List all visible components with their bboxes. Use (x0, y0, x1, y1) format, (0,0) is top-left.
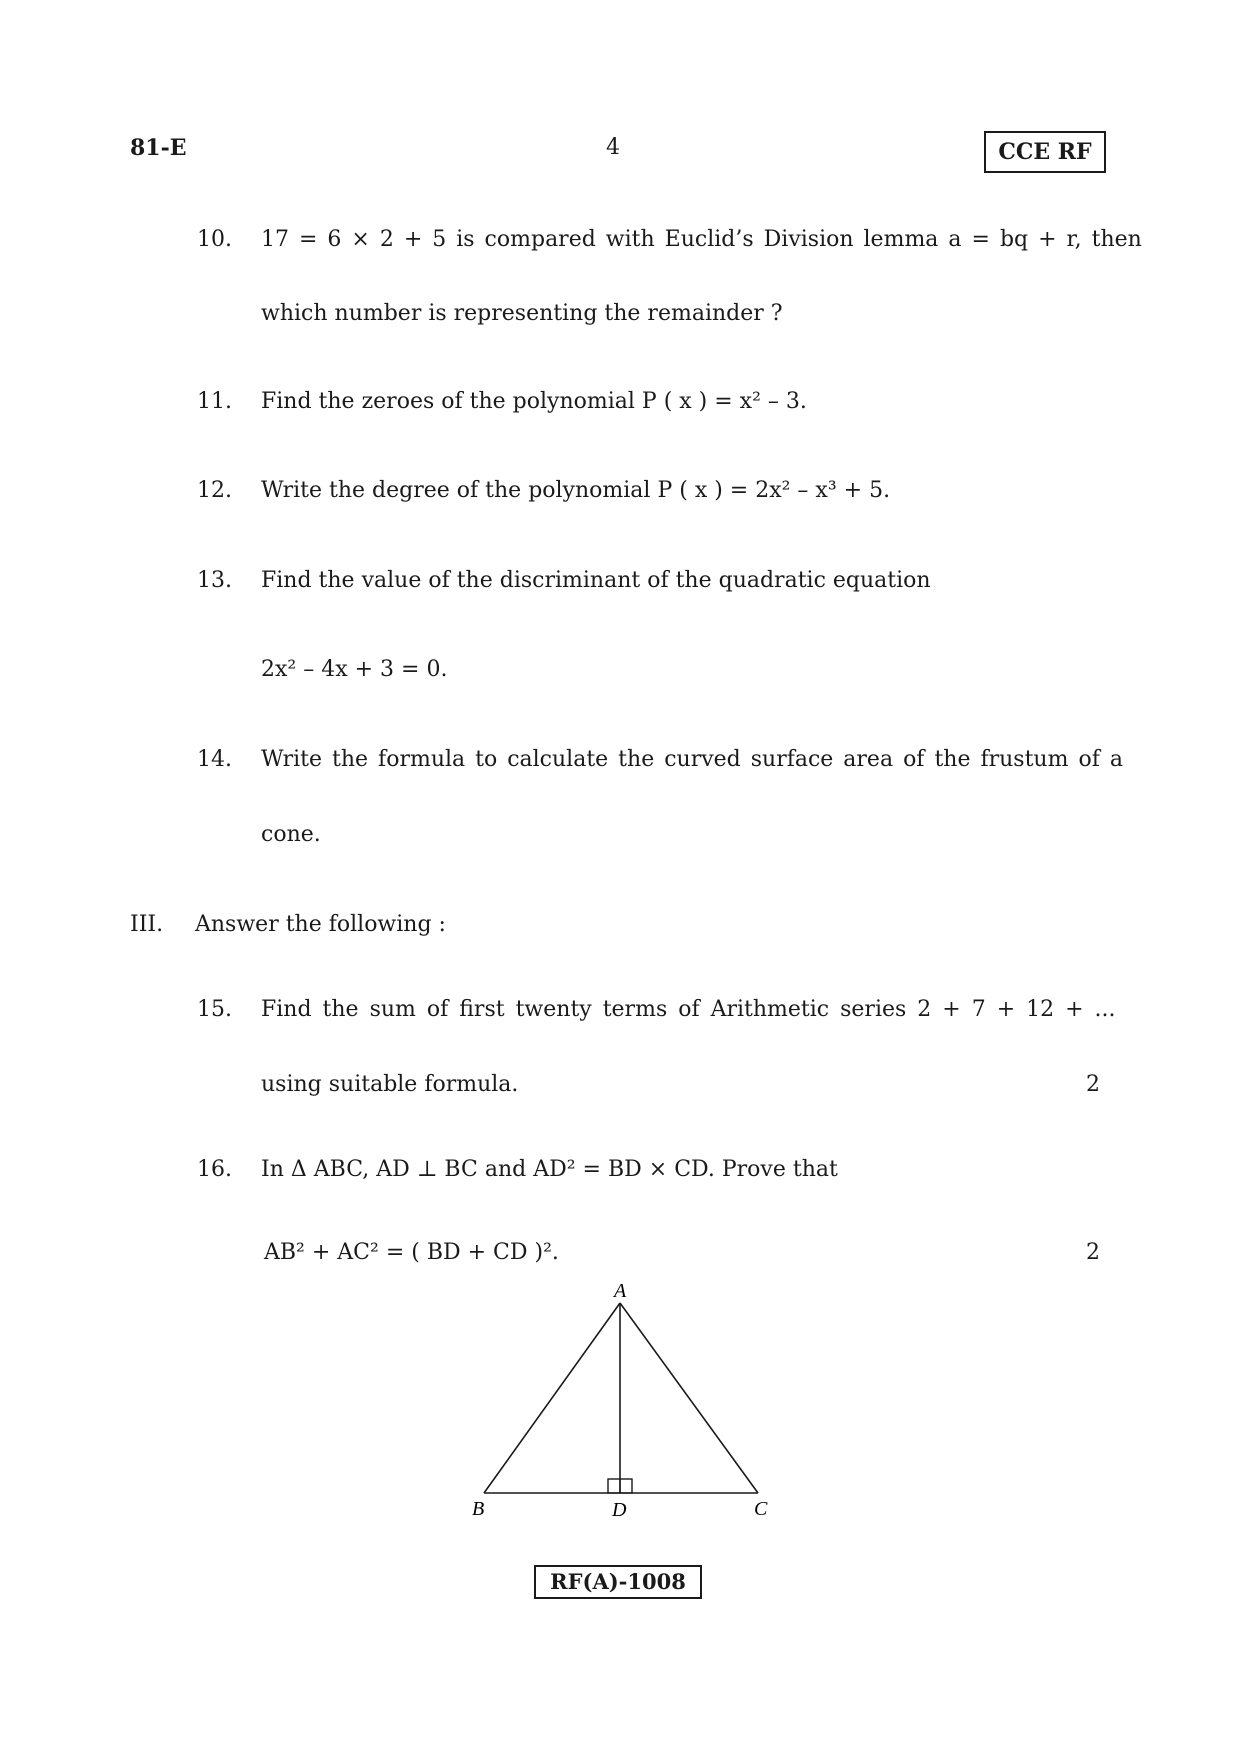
question-number: 15. (197, 997, 232, 1022)
question-14-line2: cone. (261, 822, 321, 847)
question-14-line1: Write the formula to calculate the curved surface area of the frustum of a (261, 747, 1123, 772)
point-label-d: D (612, 1499, 627, 1521)
triangle-figure (460, 1275, 780, 1525)
question-16-line2: AB² + AC² = ( BD + CD )². (264, 1240, 559, 1265)
vertex-label-a: A (614, 1280, 627, 1302)
section-instruction: Answer the following : (195, 912, 446, 937)
question-13-line1: Find the value of the discriminant of the quadratic equation (261, 568, 931, 593)
question-11-text: Find the zeroes of the polynomial P ( x ) = x² – 3. (261, 389, 807, 414)
question-15-line2: using suitable formula. (261, 1072, 519, 1097)
question-number: 14. (197, 747, 232, 772)
question-number: 13. (197, 568, 232, 593)
stream-label: CCE RF (998, 139, 1092, 165)
page-number: 4 (606, 135, 620, 160)
stream-badge (984, 131, 1106, 173)
question-10-line2: which number is representing the remainder ? (261, 301, 783, 326)
question-text: 17 = 6 × 2 + 5 is compared with Euclid’s Division lemma a = bq + r, then (261, 227, 1142, 252)
side-ac (620, 1303, 758, 1493)
question-12-text: Write the degree of the polynomial P ( x ) = 2x² – x³ + 5. (261, 478, 891, 503)
footer-code: RF(A)-1008 (550, 1569, 686, 1594)
side-ab (484, 1303, 620, 1493)
question-number: 16. (197, 1157, 232, 1182)
marks-value: 2 (1086, 1240, 1100, 1265)
vertex-label-c: C (754, 1498, 768, 1520)
vertex-label-b: B (472, 1498, 485, 1520)
footer-code-box (534, 1565, 702, 1599)
question-13-equation: 2x² – 4x + 3 = 0. (261, 657, 448, 682)
question-number: 11. (197, 389, 232, 414)
paper-code: 81-E (130, 135, 187, 161)
question-16-line1: In Δ ABC, AD ⊥ BC and AD² = BD × CD. Prove that (261, 1157, 838, 1182)
question-number: 10. (197, 227, 232, 252)
marks-value: 2 (1086, 1072, 1100, 1097)
question-10-line1 (261, 225, 1142, 255)
section-roman: III. (130, 912, 164, 937)
question-number: 12. (197, 478, 232, 503)
question-15-line1: Find the sum of first twenty terms of Arithmetic series 2 + 7 + 12 + ... (261, 997, 1116, 1022)
